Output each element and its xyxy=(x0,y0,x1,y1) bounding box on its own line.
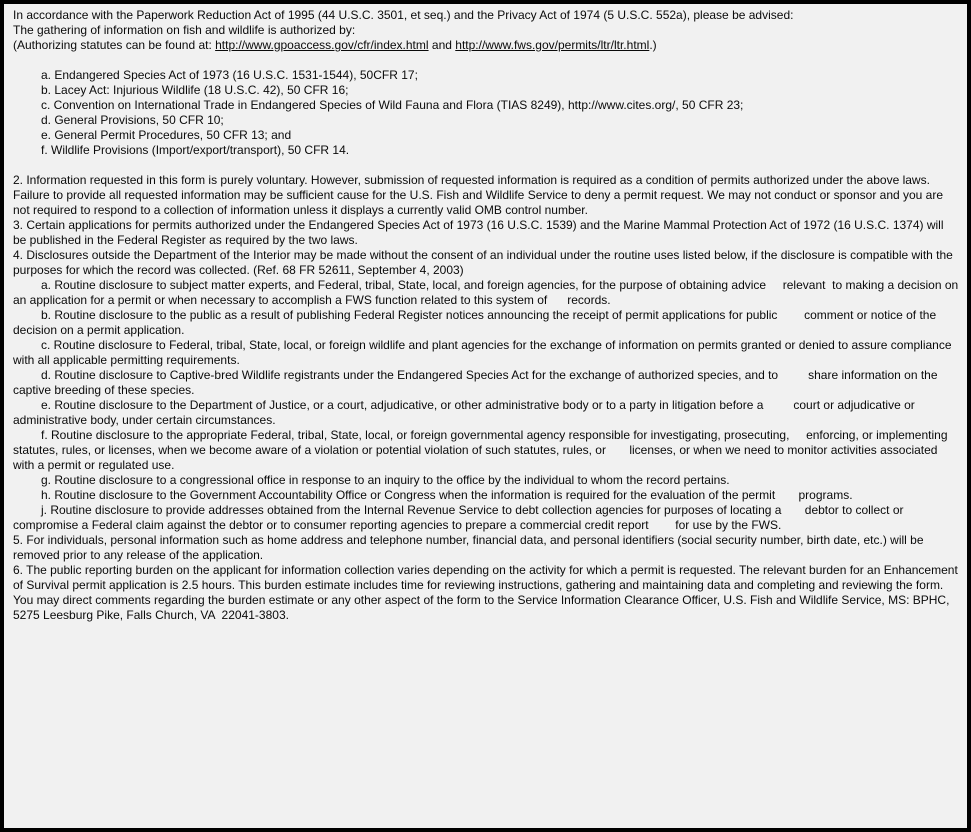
paragraph-4: 4. Disclosures outside the Department of the Interior may be made without the consent of an individual under the routine uses listed below, if the disclosure is compatible with the purposes for which the record was collected. (Ref. 68 FR 52611, September 4, 2003) xyxy=(13,248,957,277)
statute-item-c: c. Convention on International Trade in Endangered Species of Wild Fauna and Flora (TIAS 8249), http://www.cites.org/, 50 CFR 23; xyxy=(41,98,744,112)
disclosure-item-b: b. Routine disclosure to the public as a result of publishing Federal Register notices announcing the receipt of permit applications for public comment or notice of the decision on a permit application. xyxy=(13,308,940,337)
authorizing-prefix: (Authorizing statutes can be found at: xyxy=(13,38,216,52)
routine-disclosure-list xyxy=(13,278,962,533)
disclosure-item-e: e. Routine disclosure to the Department of Justice, or a court, adjudicative, or other administrative body or to a party in litigation before a court or adjudicative or administrative body, under certain circumstances. xyxy=(13,398,919,427)
disclosure-item-a: a. Routine disclosure to subject matter experts, and Federal, tribal, State, local, and foreign agencies, for the purpose of obtaining advice relevant to making a decision on an application for a permit or when necessary to accomplish a FWS function related to this system of records. xyxy=(13,278,962,307)
statute-item-d: d. General Provisions, 50 CFR 10; xyxy=(41,113,224,127)
paragraph-5: 5. For individuals, personal information such as home address and telephone number, financial data, and personal identifiers (social security number, birth date, etc.) will be removed prior to any release of the application. xyxy=(13,533,927,562)
gathering-line: The gathering of information on fish and wildlife is authorized by: xyxy=(13,23,356,37)
disclosure-item-g: g. Routine disclosure to a congressional office in response to an inquiry to the office by the individual to whom the record pertains. xyxy=(41,473,730,487)
disclosure-item-d: d. Routine disclosure to Captive-bred Wildlife registrants under the Endangered Species Act for the exchange of authorized species, and to share information on the captive breeding of these species. xyxy=(13,368,941,397)
statute-list xyxy=(13,68,959,158)
paragraph-2: 2. Information requested in this form is purely voluntary. However, submission of requested information is required as a condition of permits authorized under the above laws. Failure to provide all requested information may be sufficient cause for the U.S. Fish and Wildlife Service to deny a permit request. We may not conduct or sponsor and you are not required to respond to a collection of information unless it displays a currently valid OMB control number. xyxy=(13,173,947,217)
statute-item-b: b. Lacey Act: Injurious Wildlife (18 U.S.C. 42), 50 CFR 16; xyxy=(41,83,349,97)
statute-item-a: a. Endangered Species Act of 1973 (16 U.S.C. 1531-1544), 50CFR 17; xyxy=(41,68,418,82)
disclosure-item-h: h. Routine disclosure to the Government Accountability Office or Congress when the information is required for the evaluation of the permit programs. xyxy=(41,488,853,502)
authorizing-statutes-line xyxy=(13,38,959,53)
fws-permits-link[interactable]: http://www.fws.gov/permits/ltr/ltr.html xyxy=(455,38,650,52)
authorization-section xyxy=(13,23,959,53)
authorizing-connector: and xyxy=(428,38,456,52)
paragraph-3: 3. Certain applications for permits authorized under the Endangered Species Act of 1973 (16 U.S.C. 1539) and the Marine Mammal Protection Act of 1972 (16 U.S.C. 1374) will be published in the Federal Register as required by the two laws. xyxy=(13,218,947,247)
disclosure-item-c: c. Routine disclosure to Federal, tribal, State, local, or foreign wildlife and plant agencies for the exchange of information on permits granted or denied to assure compliance with all applicable permitting requirements. xyxy=(13,338,955,367)
disclosure-item-j: j. Routine disclosure to provide addresses obtained from the Internal Revenue Service to debt collection agencies for purposes of locating a debtor to collect or compromise a Federal claim against the debtor or to consumer reporting agencies to prepare a commercial credit report for use by the FWS. xyxy=(13,503,907,532)
gpoaccess-link[interactable]: http://www.gpoaccess.gov/cfr/index.html xyxy=(215,38,429,52)
authorizing-suffix: .) xyxy=(649,38,657,52)
intro-paragraph: In accordance with the Paperwork Reduction Act of 1995 (44 U.S.C. 3501, et seq.) and the Privacy Act of 1974 (5 U.S.C. 552a), please be advised: xyxy=(13,8,794,22)
paragraph-6: 6. The public reporting burden on the applicant for information collection varies depending on the activity for which a permit is requested. The relevant burden for an Enhancement of Survival permit application is 2.5 hours. This burden estimate includes time for reviewing instructions, gathering and maintaining data and completing and reviewing the form. You may direct comments regarding the burden estimate or any other aspect of the form to the Service Information Clearance Officer, U.S. Fish and Wildlife Service, MS: BPHC, 5275 Leesburg Pike, Falls Church, VA 22041-3803. xyxy=(13,563,962,622)
disclosure-item-f: f. Routine disclosure to the appropriate Federal, tribal, State, local, or foreign governmental agency responsible for investigating, prosecuting, enforcing, or implementing statutes, rules, or licenses, when we become aware of a violation or potential violation of such statutes, rules, or licenses, or when we need to monitor activities associated with a permit or regulated use. xyxy=(13,428,951,472)
statute-item-f: f. Wildlife Provisions (Import/export/transport), 50 CFR 14. xyxy=(41,143,350,157)
statute-item-e: e. General Permit Procedures, 50 CFR 13; and xyxy=(41,128,292,142)
